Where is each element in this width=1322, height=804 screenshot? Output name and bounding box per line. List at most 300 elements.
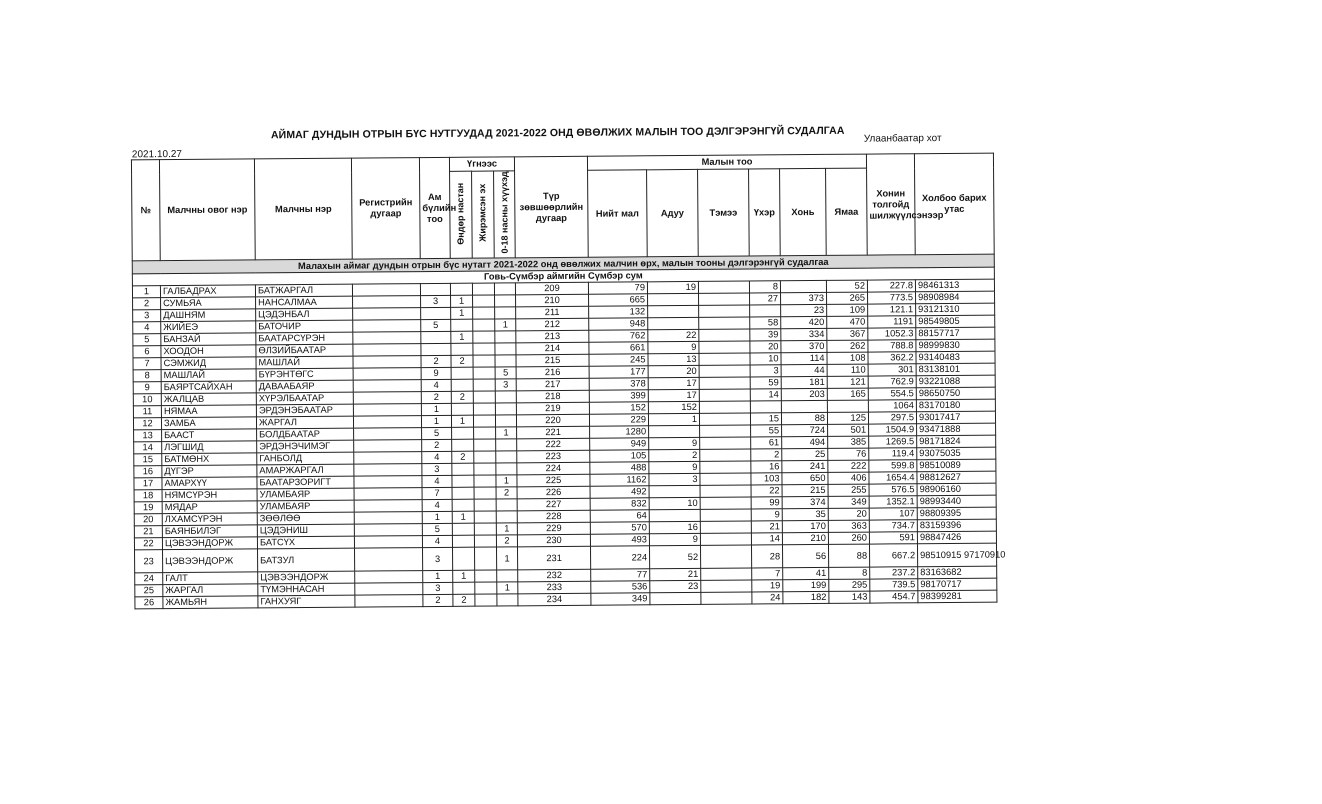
cell-reg — [353, 296, 421, 309]
cell-eld — [452, 475, 474, 487]
cell-eld: 2 — [451, 355, 473, 367]
cell-phone: 93221088 — [916, 375, 995, 388]
cell-su: 591 — [869, 532, 917, 544]
cell-horse — [649, 509, 700, 521]
cell-horse: 3 — [649, 473, 700, 485]
cell-hh — [421, 331, 451, 343]
cell-total: 832 — [590, 498, 649, 510]
cell-su: 667.2 — [869, 544, 917, 567]
cell-no: 25 — [135, 585, 163, 597]
cell-no: 15 — [134, 454, 162, 466]
section-title: Малахын аймаг дундын отрын бүс нутагт 2021-2022 онд өвөлжих малчин өрх, малын тооны дэлгэрэнгүй судалгаа — [132, 254, 994, 274]
cell-total: 493 — [590, 534, 649, 546]
cell-cattle: 58 — [750, 317, 781, 329]
header-phone: Холбоо барих утас — [914, 153, 994, 255]
cell-goat: 385 — [828, 436, 869, 448]
cell-eld — [450, 283, 472, 295]
cell-su: 454.7 — [870, 591, 918, 603]
header-children — [494, 171, 516, 258]
cell-sheep: 182 — [783, 591, 829, 603]
cell-camel — [700, 509, 751, 521]
cell-goat: 363 — [828, 520, 869, 532]
cell-eld — [451, 343, 473, 355]
cell-permit: 211 — [516, 306, 589, 319]
cell-surname: ГАЛТ — [163, 572, 258, 585]
cell-goat: 108 — [827, 352, 868, 364]
cell-eld — [452, 463, 474, 475]
cell-horse: 16 — [649, 521, 700, 533]
cell-sheep: 203 — [781, 388, 827, 400]
cell-horse: 22 — [648, 329, 699, 341]
cell-phone: 93471888 — [917, 423, 996, 436]
cell-surname: НЯМСҮРЭН — [162, 489, 257, 502]
cell-horse: 9 — [648, 341, 699, 353]
cell-hh: 3 — [422, 463, 452, 475]
cell-phone: 98809395 — [917, 507, 996, 520]
cell-reg — [353, 392, 421, 405]
header-goat: Ямаа — [826, 168, 868, 255]
cell-goat: 125 — [827, 412, 868, 424]
cell-permit: 232 — [518, 569, 591, 582]
cell-child: 1 — [496, 475, 517, 487]
cell-preg — [474, 499, 496, 511]
cell-name: МАШЛАЙ — [256, 356, 353, 369]
cell-su: 788.8 — [868, 340, 916, 352]
cell-goat: 165 — [827, 388, 868, 400]
subsection-title: Говь-Сүмбэр аймгийн Сүмбэр сум — [132, 267, 994, 286]
cell-sheep: 25 — [782, 448, 828, 460]
cell-child — [495, 295, 516, 307]
header-livestock-group: Малын тоо — [587, 154, 866, 170]
cell-surname: ЖАЛЦАВ — [161, 393, 256, 406]
cell-preg — [475, 582, 497, 594]
cell-preg — [474, 475, 496, 487]
cell-phone: 98993440 — [917, 495, 996, 508]
cell-camel — [700, 437, 751, 449]
cell-preg — [474, 535, 496, 547]
cell-goat: 109 — [827, 304, 868, 316]
cell-preg — [475, 570, 497, 582]
cell-reg — [353, 308, 421, 321]
cell-total: 399 — [589, 390, 648, 402]
cell-permit: 223 — [517, 450, 590, 463]
cell-sheep: 373 — [781, 292, 827, 304]
cell-no: 24 — [135, 573, 163, 585]
cell-horse: 19 — [647, 281, 698, 293]
cell-horse: 13 — [648, 353, 699, 365]
cell-su: 1052.3 — [868, 328, 916, 340]
cell-hh: 2 — [422, 439, 452, 451]
cell-phone: 98650750 — [916, 387, 995, 400]
cell-preg — [472, 283, 494, 295]
cell-camel — [701, 580, 752, 592]
cell-no: 7 — [133, 358, 161, 370]
cell-permit: 209 — [515, 282, 588, 295]
cell-no: 21 — [134, 526, 162, 538]
cell-cattle: 103 — [751, 473, 782, 485]
cell-permit: 218 — [516, 390, 589, 403]
cell-no: 22 — [134, 538, 162, 550]
document-city: Улаанбаатар хот — [863, 132, 942, 145]
cell-hh — [420, 283, 450, 295]
cell-camel — [698, 281, 749, 293]
cell-su: 227.8 — [867, 280, 915, 292]
cell-no: 26 — [135, 597, 163, 609]
cell-preg — [473, 331, 495, 343]
cell-goat: 295 — [829, 579, 870, 591]
cell-cattle: 99 — [751, 497, 782, 509]
cell-goat: 52 — [826, 280, 867, 292]
cell-goat: 262 — [827, 340, 868, 352]
cell-no: 4 — [133, 322, 161, 334]
cell-horse: 1 — [648, 413, 699, 425]
cell-hh: 4 — [422, 475, 452, 487]
cell-child: 2 — [496, 535, 517, 547]
cell-name: ЖАРГАЛ — [256, 416, 353, 429]
cell-sheep: 420 — [781, 316, 827, 328]
cell-total: 105 — [590, 450, 649, 462]
cell-sheep: 44 — [781, 364, 827, 376]
cell-eld — [452, 499, 474, 511]
cell-camel — [701, 592, 752, 604]
cell-eld — [453, 582, 475, 594]
cell-name: ЦЭДЭНБАЛ — [256, 308, 353, 321]
cell-hh: 4 — [422, 535, 452, 547]
cell-child — [496, 511, 517, 523]
cell-reg — [355, 571, 423, 584]
cell-horse: 21 — [650, 568, 701, 580]
cell-name: УЛАМБАЯР — [257, 488, 354, 501]
cell-goat: 470 — [827, 316, 868, 328]
cell-cattle: 27 — [750, 293, 781, 305]
cell-permit: 226 — [517, 486, 590, 499]
cell-no: 9 — [133, 382, 161, 394]
cell-camel — [701, 545, 752, 568]
cell-no: 13 — [134, 430, 162, 442]
cell-phone: 93121310 — [916, 303, 995, 316]
cell-goat: 143 — [829, 591, 870, 603]
cell-child — [496, 451, 517, 463]
cell-eld: 1 — [451, 331, 473, 343]
cell-name: ЭРДЭНЭБААТАР — [256, 404, 353, 417]
cell-phone: 98847426 — [917, 531, 996, 544]
cell-sheep: 199 — [783, 579, 829, 591]
cell-surname: МЯДАР — [162, 501, 257, 514]
cell-no: 8 — [133, 370, 161, 382]
cell-child: 1 — [496, 547, 517, 570]
cell-surname: ЗАМБА — [161, 417, 256, 430]
cell-reg — [354, 440, 422, 453]
header-camel: Тэмээ — [698, 169, 750, 256]
cell-hh: 1 — [423, 570, 453, 582]
cell-preg — [474, 487, 496, 499]
header-name: Малчны нэр — [254, 158, 352, 260]
cell-hh: 7 — [422, 487, 452, 499]
cell-camel — [700, 425, 751, 437]
cell-eld — [452, 427, 474, 439]
cell-no: 23 — [135, 550, 163, 573]
cell-cattle: 24 — [752, 592, 783, 604]
cell-permit: 217 — [516, 378, 589, 391]
cell-camel — [699, 389, 750, 401]
cell-total: 229 — [589, 414, 648, 426]
cell-hh: 4 — [422, 451, 452, 463]
cell-name: БАТЖАРГАЛ — [255, 284, 352, 297]
cell-horse — [648, 293, 699, 305]
cell-child — [494, 283, 515, 295]
cell-cattle: 55 — [751, 425, 782, 437]
cell-hh: 1 — [421, 403, 451, 415]
cell-surname: БАНЗАЙ — [161, 333, 256, 346]
cell-horse: 9 — [649, 533, 700, 545]
cell-horse — [649, 485, 700, 497]
cell-su: 739.5 — [870, 579, 918, 591]
cell-reg — [354, 476, 422, 489]
header-elderly-label: Өндөр настан — [455, 182, 466, 245]
cell-camel — [699, 401, 750, 413]
cell-total: 665 — [589, 294, 648, 306]
cell-horse: 152 — [648, 401, 699, 413]
cell-su: 362.2 — [868, 352, 916, 364]
cell-total: 245 — [589, 354, 648, 366]
cell-goat: 76 — [828, 448, 869, 460]
header-cattle: Үхэр — [749, 169, 781, 256]
cell-phone: 98999830 — [916, 339, 995, 352]
cell-horse: 9 — [649, 437, 700, 449]
cell-goat: 367 — [827, 328, 868, 340]
cell-eld — [451, 367, 473, 379]
cell-child: 1 — [495, 319, 516, 331]
cell-su: 107 — [869, 508, 917, 520]
cell-cattle: 28 — [752, 545, 783, 568]
cell-preg — [473, 367, 495, 379]
cell-camel — [699, 341, 750, 353]
cell-eld: 2 — [451, 391, 473, 403]
cell-reg — [354, 536, 422, 549]
cell-name: ДАВААБАЯР — [256, 380, 353, 393]
cell-total: 349 — [591, 593, 650, 605]
cell-total: 224 — [591, 546, 650, 569]
cell-no: 12 — [133, 418, 161, 430]
cell-child — [497, 570, 518, 582]
cell-permit: 234 — [518, 593, 591, 606]
cell-phone: 98812627 — [917, 471, 996, 484]
cell-hh: 3 — [423, 582, 453, 594]
cell-preg — [473, 355, 495, 367]
cell-reg — [353, 332, 421, 345]
cell-surname: АМАРХҮҮ — [162, 477, 257, 490]
cell-name: БАТСҮХ — [257, 536, 354, 549]
cell-total: 64 — [590, 510, 649, 522]
cell-name: ЦЭДЭНИШ — [257, 524, 354, 537]
header-sheep-units: Хонин толгойд шилжүүлсэнээр — [866, 154, 915, 255]
cell-name: ХҮРЭЛБААТАР — [256, 392, 353, 405]
cell-su: 301 — [868, 364, 916, 376]
cell-eld: 1 — [453, 570, 475, 582]
header-total: Нийт мал — [588, 170, 648, 257]
cell-surname: БАЯРТСАЙХАН — [161, 381, 256, 394]
cell-eld — [452, 523, 474, 535]
cell-total: 762 — [589, 330, 648, 342]
cell-name: ЗӨӨЛӨӨ — [257, 512, 354, 525]
cell-cattle: 21 — [751, 521, 782, 533]
cell-total: 152 — [589, 402, 648, 414]
cell-hh: 2 — [421, 355, 451, 367]
cell-su: 576.5 — [869, 484, 917, 496]
document-title: АЙМАГ ДУНДЫН ОТРЫН БҮС НУТГУУДАД 2021-2022 ОНД ӨВӨЛЖИХ МАЛЫН ТОО ДЭЛГЭРЭНГҮЙ СУДАЛГАА — [270, 124, 845, 142]
cell-preg — [473, 403, 495, 415]
cell-hh: 1 — [421, 415, 451, 427]
cell-cattle: 9 — [751, 509, 782, 521]
cell-reg — [354, 452, 422, 465]
cell-reg — [354, 512, 422, 525]
cell-goat: 88 — [829, 544, 870, 567]
cell-hh: 3 — [422, 547, 452, 570]
cell-camel — [700, 533, 751, 545]
cell-name: ГАНБОЛД — [257, 452, 354, 465]
cell-eld — [452, 535, 474, 547]
cell-goat: 406 — [828, 472, 869, 484]
cell-phone: 83159396 — [917, 519, 996, 532]
cell-preg — [474, 427, 496, 439]
cell-name: ЭРДЭНЭЧИМЭГ — [257, 440, 354, 453]
cell-hh: 5 — [421, 319, 451, 331]
cell-child — [495, 355, 516, 367]
cell-preg — [473, 391, 495, 403]
cell-sheep: 215 — [782, 484, 828, 496]
cell-child — [495, 343, 516, 355]
header-sheep: Хонь — [780, 168, 827, 255]
cell-preg — [473, 319, 495, 331]
cell-name: БААТАРСҮРЭН — [256, 332, 353, 345]
cell-horse: 20 — [648, 365, 699, 377]
cell-goat: 349 — [828, 496, 869, 508]
cell-preg — [473, 343, 495, 355]
cell-permit: 215 — [516, 354, 589, 367]
cell-camel — [700, 449, 751, 461]
cell-reg — [354, 428, 422, 441]
cell-no: 16 — [134, 466, 162, 478]
cell-cattle: 59 — [750, 377, 781, 389]
cell-horse — [648, 305, 699, 317]
cell-phone: 98170717 — [918, 578, 997, 591]
cell-su: 121.1 — [868, 304, 916, 316]
cell-goat: 110 — [827, 364, 868, 376]
cell-horse: 10 — [649, 497, 700, 509]
cell-surname: ЛЭГШИД — [162, 441, 257, 454]
cell-goat: 260 — [828, 532, 869, 544]
cell-goat: 222 — [828, 460, 869, 472]
cell-permit: 228 — [517, 510, 590, 523]
cell-cattle: 39 — [750, 329, 781, 341]
cell-phone: 98171824 — [917, 435, 996, 448]
cell-no: 11 — [133, 406, 161, 418]
cell-sheep: 35 — [782, 508, 828, 520]
cell-eld: 1 — [452, 511, 474, 523]
cell-surname: ЖИЙЕЭ — [161, 321, 256, 334]
cell-reg — [353, 344, 421, 357]
header-register: Регистрийн дугаар — [351, 158, 420, 260]
cell-total: 948 — [589, 318, 648, 330]
cell-cattle: 20 — [750, 341, 781, 353]
cell-no: 10 — [133, 394, 161, 406]
cell-camel — [699, 305, 750, 317]
cell-phone: 98461313 — [915, 279, 994, 292]
cell-preg — [474, 439, 496, 451]
cell-eld — [452, 439, 474, 451]
cell-total: 488 — [590, 462, 649, 474]
cell-permit: 233 — [518, 581, 591, 594]
cell-su: 1269.5 — [869, 436, 917, 448]
cell-eld — [451, 403, 473, 415]
cell-su: 762.9 — [868, 376, 916, 388]
cell-horse: 2 — [649, 449, 700, 461]
cell-child — [496, 499, 517, 511]
cell-cattle: 2 — [751, 449, 782, 461]
cell-phone: 83170180 — [916, 399, 995, 412]
cell-hh — [421, 307, 451, 319]
cell-no: 2 — [133, 298, 161, 310]
cell-camel — [699, 353, 750, 365]
cell-cattle: 3 — [750, 365, 781, 377]
cell-goat: 265 — [827, 292, 868, 304]
cell-reg — [354, 548, 422, 572]
cell-total: 1162 — [590, 474, 649, 486]
cell-permit: 221 — [517, 426, 590, 439]
cell-name: АМАРЖАРГАЛ — [257, 464, 354, 477]
cell-reg — [353, 320, 421, 333]
cell-su: 297.5 — [868, 412, 916, 424]
cell-no: 17 — [134, 478, 162, 490]
cell-su: 237.2 — [870, 567, 918, 579]
cell-name: БАТЗУЛ — [258, 548, 355, 572]
cell-surname: ЖАРГАЛ — [163, 584, 258, 597]
header-surname: Малчны овог нэр — [159, 159, 255, 261]
cell-sheep: 334 — [781, 328, 827, 340]
cell-preg — [473, 307, 495, 319]
cell-permit: 216 — [516, 366, 589, 379]
cell-surname: ЦЭВЭЭНДОРЖ — [162, 537, 257, 550]
cell-camel — [700, 485, 751, 497]
header-children-label: 0-18 насны хүүхэд — [498, 171, 510, 255]
cell-phone: 83163682 — [918, 566, 997, 579]
cell-surname: МАШЛАЙ — [161, 369, 256, 382]
cell-preg — [474, 451, 496, 463]
cell-eld — [452, 487, 474, 499]
cell-goat: 8 — [829, 567, 870, 579]
header-no: № — [131, 160, 160, 261]
cell-phone: 93075035 — [917, 447, 996, 460]
cell-reg — [353, 368, 421, 381]
cell-camel — [700, 473, 751, 485]
cell-no: 18 — [134, 490, 162, 502]
cell-child — [495, 307, 516, 319]
cell-phone: 98510089 — [917, 459, 996, 472]
cell-eld — [452, 547, 474, 570]
header-pregnant-label: Жирэмсэн эх — [477, 183, 488, 243]
cell-surname: БАТМӨНХ — [162, 453, 257, 466]
cell-eld: 1 — [451, 415, 473, 427]
cell-horse — [650, 592, 701, 604]
cell-name: БОЛДБААТАР — [257, 428, 354, 441]
cell-child — [496, 439, 517, 451]
cell-no: 1 — [132, 286, 160, 298]
header-horse: Адуу — [647, 169, 699, 256]
header-vulnerable-group: Үгнээс — [449, 157, 514, 172]
cell-sheep: 374 — [782, 496, 828, 508]
cell-sheep: 88 — [781, 412, 827, 424]
cell-permit: 229 — [517, 522, 590, 535]
